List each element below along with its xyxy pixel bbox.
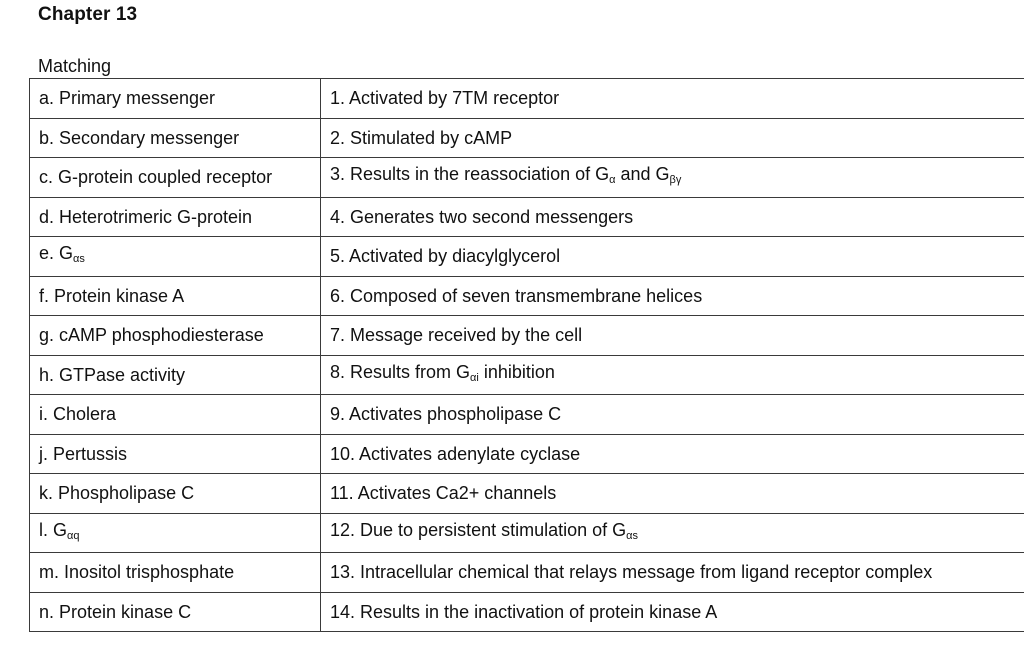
term-text: e. G xyxy=(39,243,74,264)
term-text: b. Secondary messenger xyxy=(39,127,240,148)
term-text: n. Protein kinase C xyxy=(39,601,192,622)
term-cell xyxy=(30,474,321,514)
definition-text: 14. Results in the inactivation of protein kinase A xyxy=(330,601,718,622)
table-row xyxy=(30,197,1024,237)
definition-cell xyxy=(321,158,1024,198)
definition-text: 2. Stimulated by cAMP xyxy=(330,127,513,148)
definition-cell xyxy=(321,513,1024,553)
term-cell xyxy=(30,79,321,119)
definition-text: 1. Activated by 7TM receptor xyxy=(330,88,560,109)
definition-text: 11. Activates Ca2+ channels xyxy=(330,483,557,504)
term-text: k. Phospholipase C xyxy=(39,483,195,504)
g-beta-gamma-subscript: βγ xyxy=(669,174,682,187)
term-cell xyxy=(30,237,321,277)
g-alpha-q-subscript: αq xyxy=(67,529,80,542)
term-cell xyxy=(30,197,321,237)
definition-text: 8. Results from G xyxy=(330,361,471,382)
table-row xyxy=(30,553,1024,593)
term-cell xyxy=(30,158,321,198)
table-row xyxy=(30,592,1024,632)
term-text: d. Heterotrimeric G-protein xyxy=(39,206,253,227)
definition-text: 6. Composed of seven transmembrane helices xyxy=(330,285,703,306)
definition-cell xyxy=(321,395,1024,435)
term-text: l. G xyxy=(39,519,68,540)
definition-cell xyxy=(321,553,1024,593)
table-row xyxy=(30,118,1024,158)
term-text: j. Pertussis xyxy=(39,443,128,464)
definition-cell xyxy=(321,316,1024,356)
chapter-title: Chapter 13 xyxy=(38,4,138,25)
table-row xyxy=(30,513,1024,553)
g-alpha-s-subscript: αs xyxy=(73,253,85,266)
table-row xyxy=(30,276,1024,316)
term-text: f. Protein kinase A xyxy=(39,285,185,306)
term-text: c. G-protein coupled receptor xyxy=(39,167,273,188)
definition-cell xyxy=(321,434,1024,474)
definition-text: 9. Activates phospholipase C xyxy=(330,404,562,425)
definition-text: 5. Activated by diacylglycerol xyxy=(330,246,561,267)
term-cell xyxy=(30,276,321,316)
definition-text: and G xyxy=(615,164,670,185)
term-cell xyxy=(30,434,321,474)
term-cell xyxy=(30,553,321,593)
definition-text: 4. Generates two second messengers xyxy=(330,206,634,227)
term-cell xyxy=(30,355,321,395)
section-label: Matching xyxy=(38,56,112,76)
definition-cell xyxy=(321,276,1024,316)
term-text: a. Primary messenger xyxy=(39,88,216,109)
term-text: g. cAMP phosphodiesterase xyxy=(39,325,264,346)
definition-text: 7. Message received by the cell xyxy=(330,325,583,346)
matching-table xyxy=(29,78,1024,632)
g-alpha-i-subscript: αi xyxy=(470,371,479,384)
definition-text: inhibition xyxy=(478,361,555,382)
definition-cell xyxy=(321,474,1024,514)
definition-text: 3. Results in the reassociation of G xyxy=(330,164,610,185)
term-cell xyxy=(30,395,321,435)
definition-text: 13. Intracellular chemical that relays message from ligand receptor complex xyxy=(330,562,933,583)
definition-text: 10. Activates adenylate cyclase xyxy=(330,443,581,464)
term-cell xyxy=(30,513,321,553)
definition-cell xyxy=(321,237,1024,277)
table-row xyxy=(30,237,1024,277)
table-row xyxy=(30,474,1024,514)
term-cell xyxy=(30,592,321,632)
term-text: i. Cholera xyxy=(39,404,117,425)
definition-cell xyxy=(321,355,1024,395)
definition-cell xyxy=(321,592,1024,632)
definition-cell xyxy=(321,118,1024,158)
g-alpha-s-subscript: αs xyxy=(626,529,639,542)
table-row xyxy=(30,316,1024,356)
term-cell xyxy=(30,118,321,158)
definition-cell xyxy=(321,197,1024,237)
table-row xyxy=(30,158,1024,198)
table-row xyxy=(30,434,1024,474)
definition-cell xyxy=(321,79,1024,119)
table-row xyxy=(30,79,1024,119)
term-cell xyxy=(30,316,321,356)
table-row xyxy=(30,395,1024,435)
term-text: h. GTPase activity xyxy=(39,364,186,385)
table-row xyxy=(30,355,1024,395)
definition-text: 12. Due to persistent stimulation of G xyxy=(330,519,627,540)
g-alpha-subscript: α xyxy=(609,174,616,187)
term-text: m. Inositol trisphosphate xyxy=(39,562,235,583)
